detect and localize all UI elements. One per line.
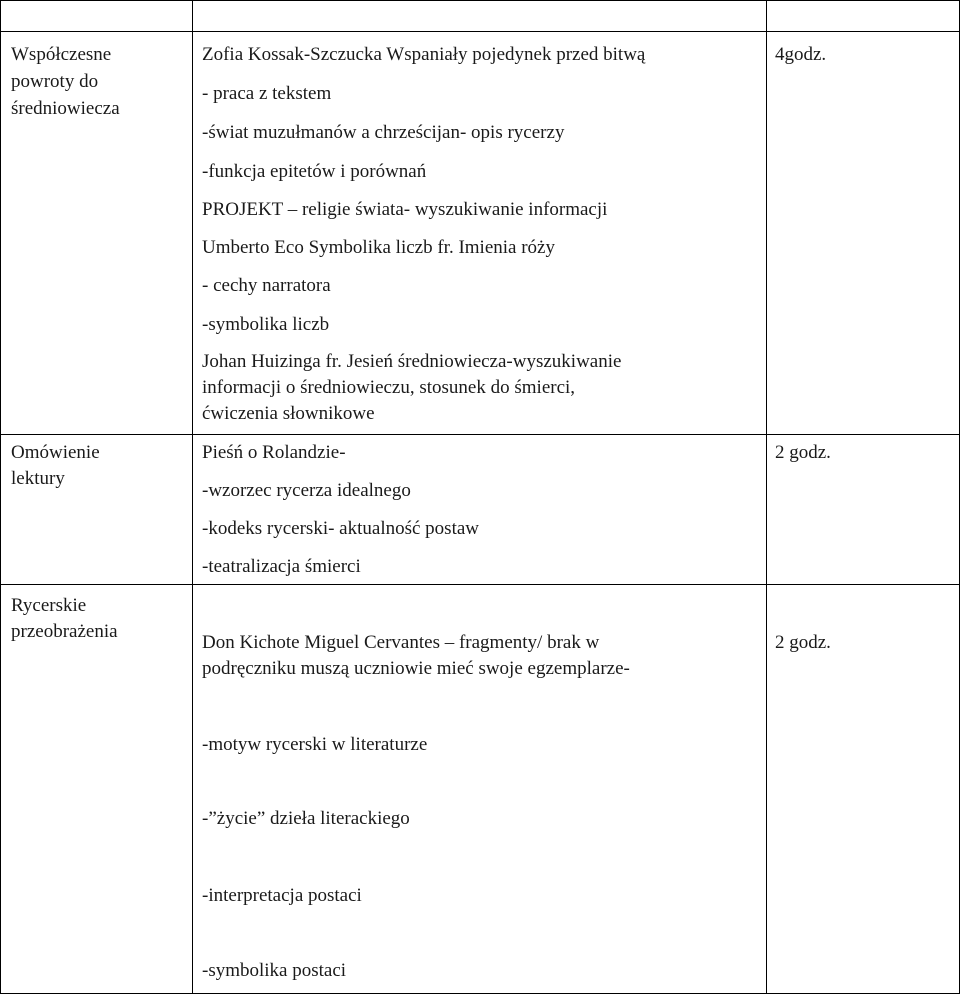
topic-cell-line: Rycerskie [11,595,87,616]
content-line: -motyw rycerski w literaturze [202,734,428,755]
topic-cell-line: średniowiecza [11,98,120,119]
table-border-top [0,0,960,1]
content-line: podręczniku muszą uczniowie mieć swoje egzemplarze- [202,658,630,679]
content-line: -kodeks rycerski- aktualność postaw [202,518,480,539]
content-line: Pieśń o Rolandzie- [202,442,346,463]
content-line: -symbolika liczb [202,314,330,335]
header-row-bottom [0,31,960,32]
hours-cell: 2 godz. [775,442,831,463]
content-line: -interpretacja postaci [202,885,362,906]
content-line: Zofia Kossak-Szczucka Wspaniały pojedynek przed bitwą [202,44,646,65]
content-line: -teatralizacja śmierci [202,556,361,577]
content-line: -”życie” dzieła literackiego [202,808,410,829]
column-divider [192,0,193,994]
row-separator [0,434,960,435]
content-line: -świat muzułmanów a chrześcijan- opis rycerzy [202,122,565,143]
column-divider [766,0,767,994]
topic-cell-line: powroty do [11,71,99,92]
content-line: PROJEKT – religie świata- wyszukiwanie informacji [202,199,608,220]
content-line: Don Kichote Miguel Cervantes – fragmenty/ brak w [202,632,600,653]
topic-cell-line: Współczesne [11,44,112,65]
hours-cell: 4godz. [775,44,827,65]
topic-cell-line: przeobrażenia [11,621,118,642]
content-line: - praca z tekstem [202,83,332,104]
table-border-left [0,0,1,994]
content-line: informacji o średniowieczu, stosunek do śmierci, [202,377,576,398]
content-line: ćwiczenia słownikowe [202,403,375,424]
topic-cell-line: lektury [11,468,65,489]
content-line: -wzorzec rycerza idealnego [202,480,411,501]
content-line: -funkcja epitetów i porównań [202,161,427,182]
content-line: -symbolika postaci [202,960,347,981]
row-separator [0,584,960,585]
topic-cell-line: Omówienie [11,442,100,463]
content-line: Umberto Eco Symbolika liczb fr. Imienia róży [202,237,555,258]
content-line: - cechy narratora [202,275,331,296]
content-line: Johan Huizinga fr. Jesień średniowiecza-wyszukiwanie [202,351,622,372]
hours-cell: 2 godz. [775,632,831,653]
